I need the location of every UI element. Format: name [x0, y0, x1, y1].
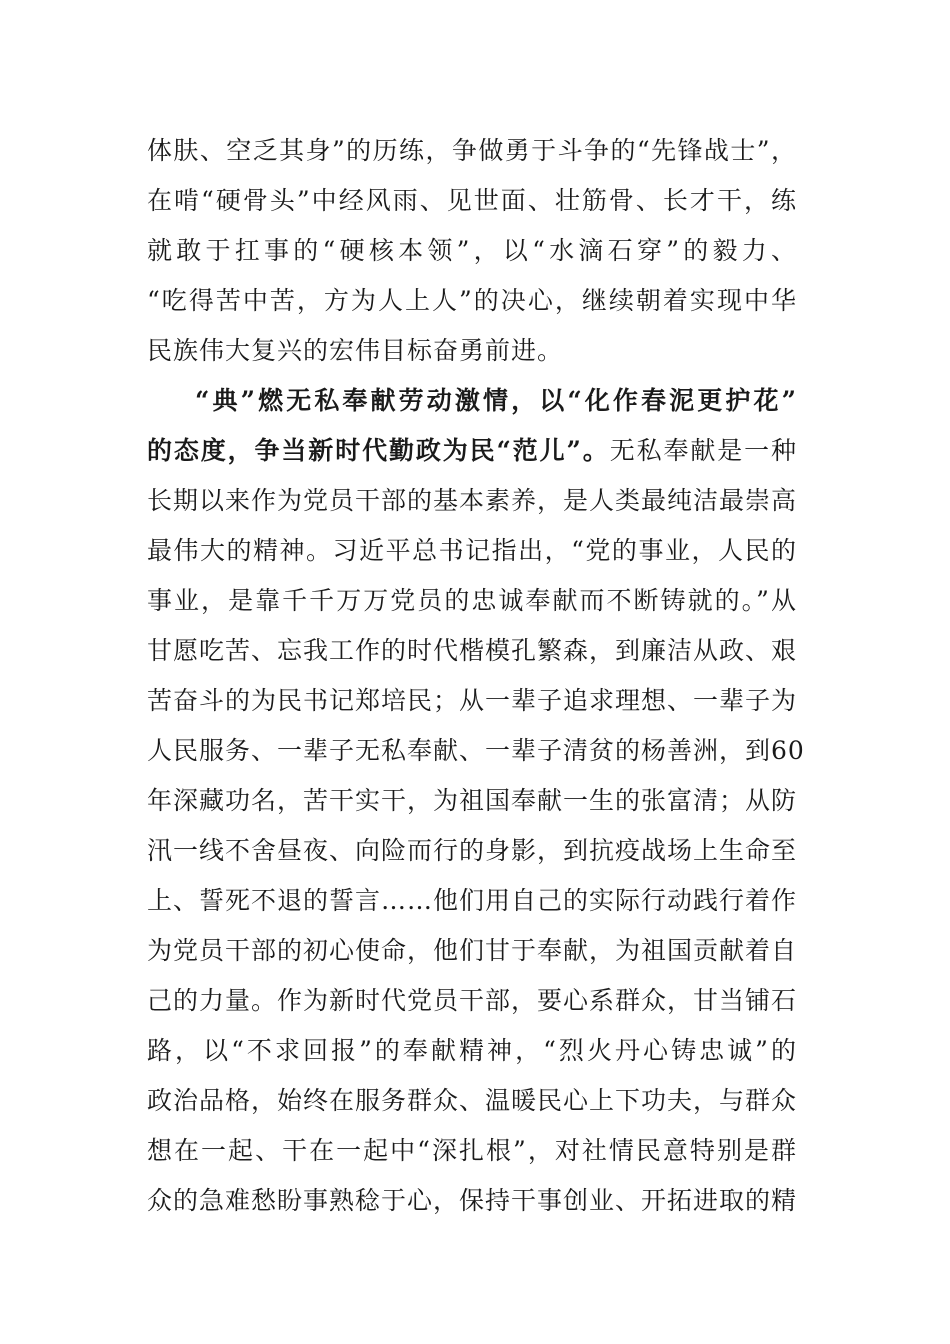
text-line: 事业，是靠千千万万党员的忠诚奉献而不断铸就的。”从 [147, 586, 797, 615]
text-line: 就敢于扛事的“硬核本领”，以“水滴石穿”的毅力、 [147, 236, 797, 265]
text-line: 民族伟大复兴的宏伟目标奋勇前进。 [147, 336, 564, 365]
text-line: 想在一起、干在一起中“深扎根”，对社情民意特别是群 [147, 1136, 797, 1165]
text-line: 政治品格，始终在服务群众、温暖民心上下功夫，与群众 [147, 1086, 798, 1115]
text-line: 体肤、空乏其身”的历练，争做勇于斗争的“先锋战士”， [147, 136, 797, 165]
text-line: 最伟大的精神。习近平总书记指出，“党的事业，人民的 [147, 536, 797, 565]
paragraph-heading: “典”燃无私奉献劳动激情，以“化作春泥更护花” [195, 386, 797, 415]
text-line: 为党员干部的初心使命，他们甘于奉献，为祖国贡献着自 [147, 936, 798, 965]
document-body [147, 126, 805, 1226]
text-line: 在啃“硬骨头”中经风雨、见世面、壮筋骨、长才干，练 [147, 186, 797, 215]
text-line: “吃得苦中苦，方为人上人”的决心，继续朝着实现中华 [147, 286, 797, 315]
text-line: 路，以“不求回报”的奉献精神，“烈火丹心铸忠诚”的 [147, 1036, 797, 1065]
text-span: 无私奉献是一种 [609, 436, 797, 465]
text-line [147, 426, 797, 476]
text-line: 长期以来作为党员干部的基本素养，是人类最纯洁最崇高 [147, 486, 798, 515]
text-line: 众的急难愁盼事熟稔于心，保持干事创业、开拓进取的精 [147, 1186, 798, 1215]
text-line: 己的力量。作为新时代党员干部，要心系群众，甘当铺石 [147, 986, 798, 1015]
text-line: 甘愿吃苦、忘我工作的时代楷模孔繁森，到廉洁从政、艰 [147, 636, 798, 665]
text-line: 年深藏功名，苦干实干，为祖国奉献一生的张富清；从防 [147, 786, 798, 815]
text-line: 人民服务、一辈子无私奉献、一辈子清贫的杨善洲，到60 [147, 736, 805, 765]
text-line: 上、誓死不退的誓言……他们用自己的实际行动践行着作 [147, 886, 798, 915]
text-line: 苦奋斗的为民书记郑培民；从一辈子追求理想、一辈子为 [147, 686, 798, 715]
paragraph-heading-continued: 的态度，争当新时代勤政为民“范儿”。 [147, 436, 610, 465]
text-line: 汛一线不舍昼夜、向险而行的身影，到抗疫战场上生命至 [147, 836, 798, 865]
